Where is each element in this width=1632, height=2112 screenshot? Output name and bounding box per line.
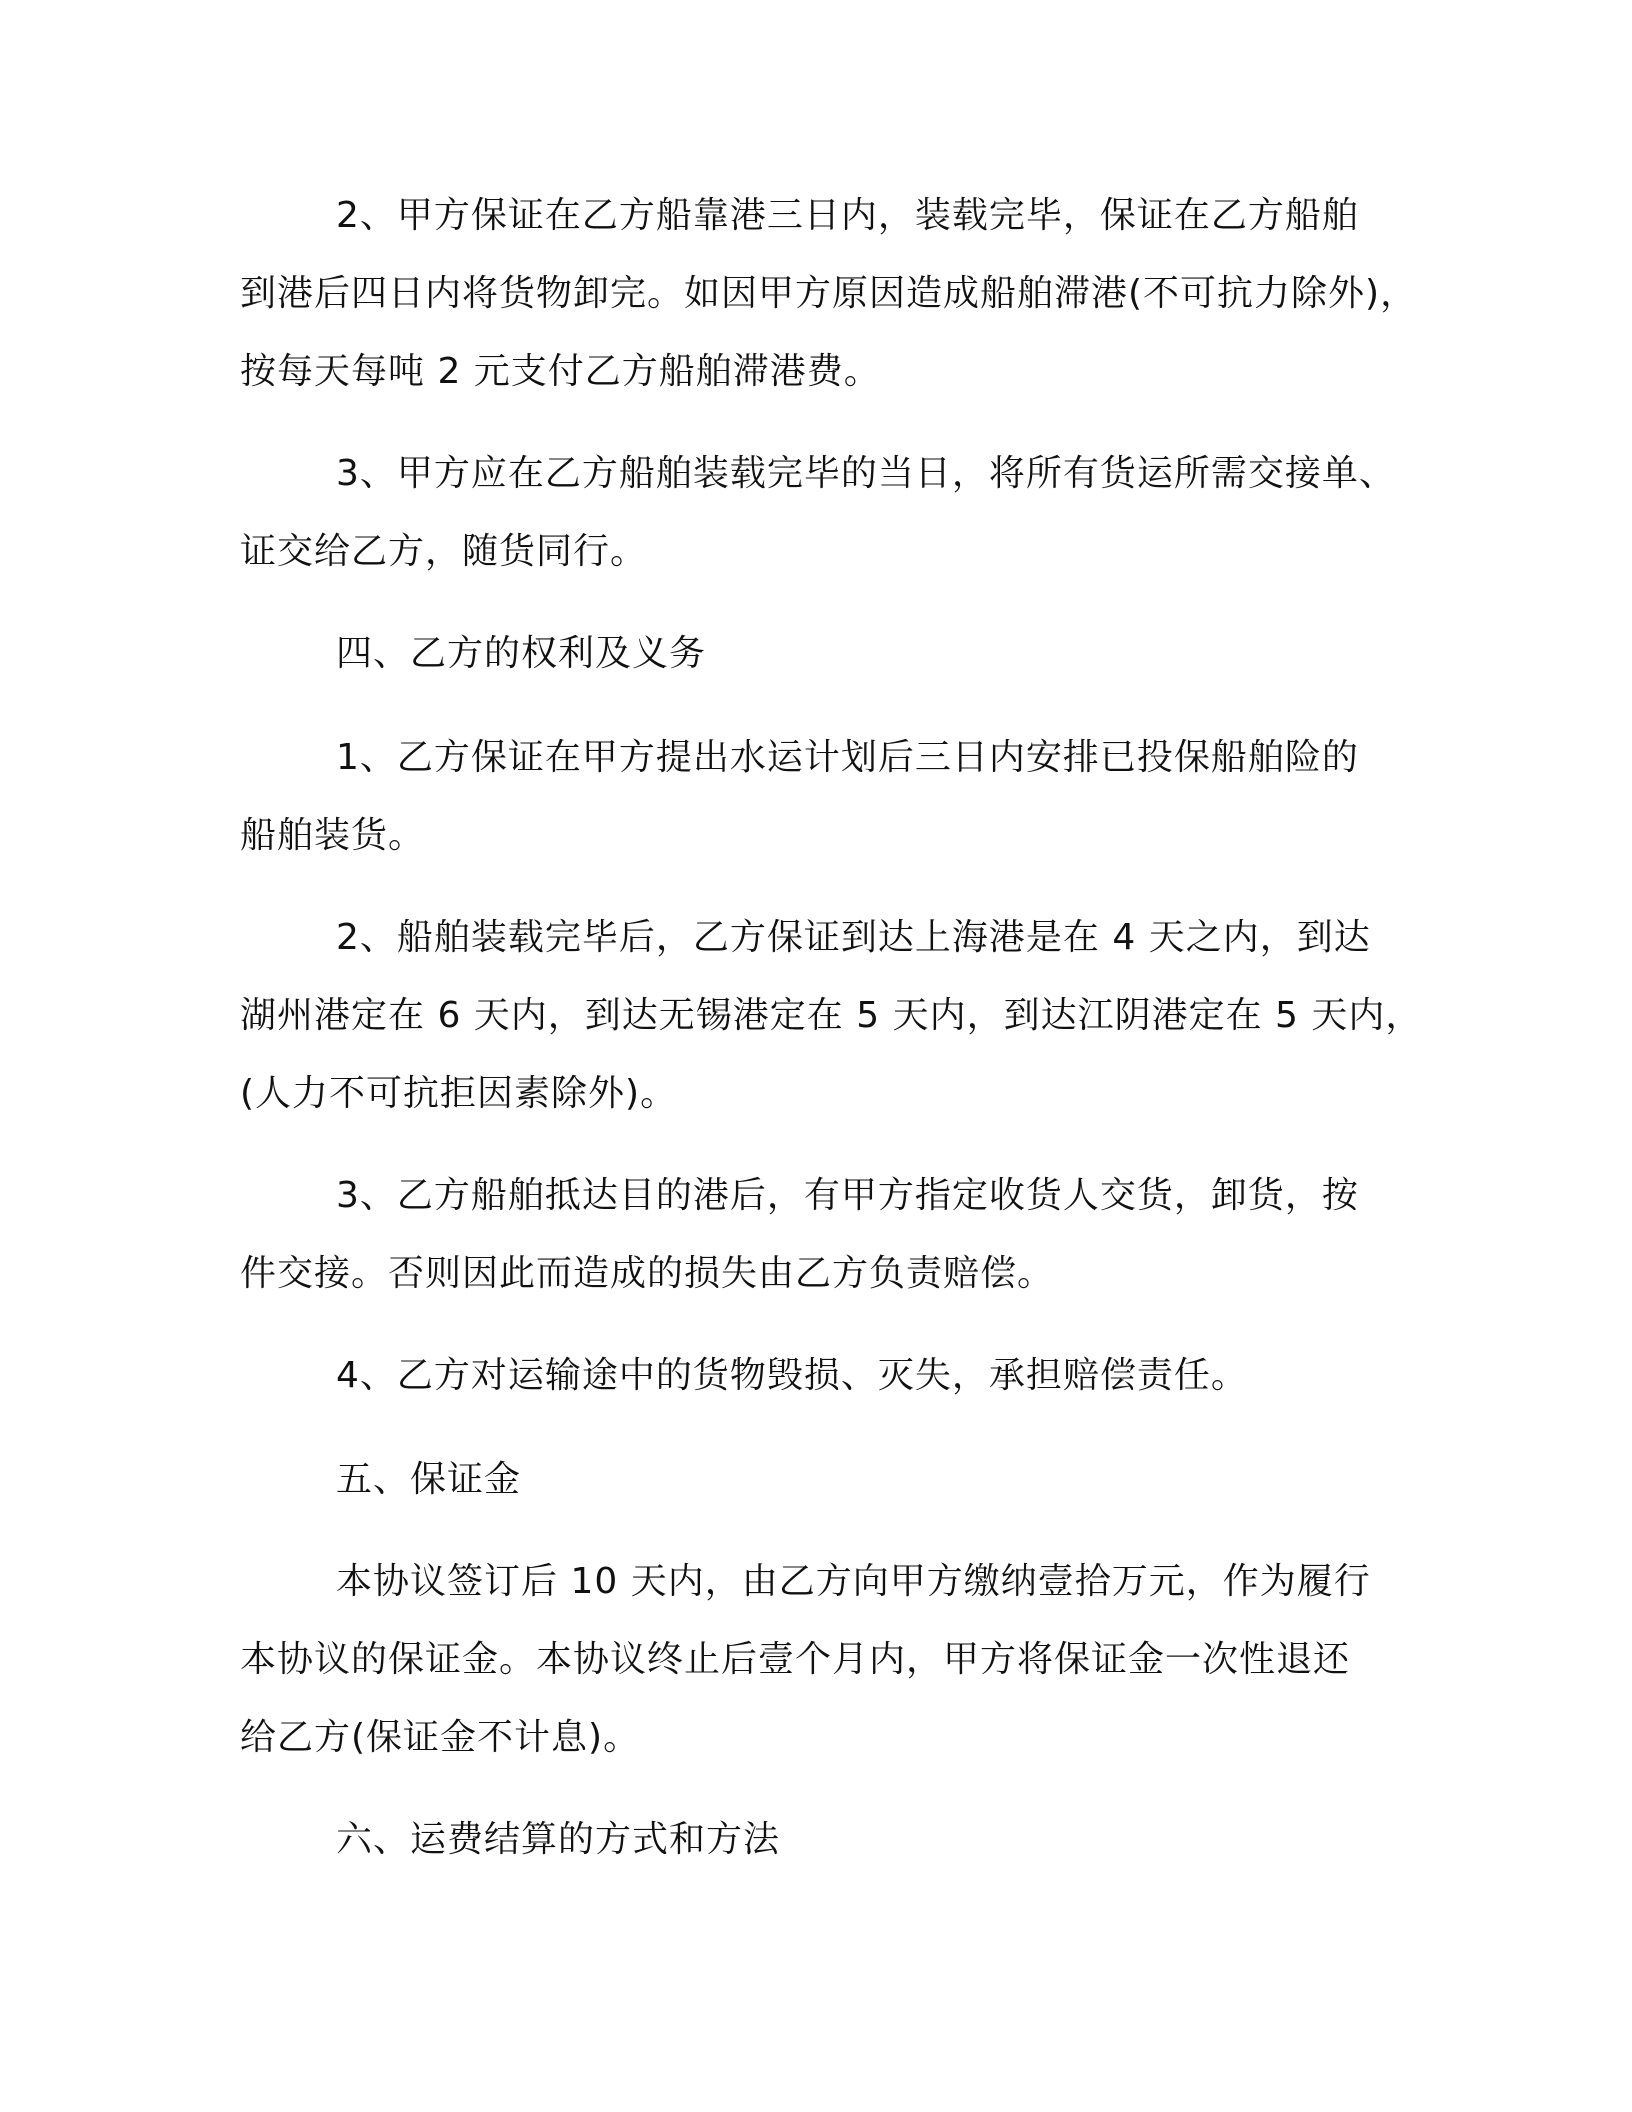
paragraph-line: 3、乙方船舶抵达目的港后，有甲方指定收货人交货，卸货，按 [336,1175,1359,1216]
paragraph-line: 船舶装货。 [240,815,426,856]
section-heading: 六、运费结算的方式和方法 [336,1819,781,1860]
paragraph-line: 4、乙方对运输途中的货物毁损、灭失，承担赔偿责任。 [336,1355,1248,1396]
paragraph-line: 证交给乙方，随货同行。 [240,531,648,572]
paragraph-line: 给乙方(保证金不计息)。 [240,1717,641,1758]
paragraph-line: (人力不可抗拒因素除外)。 [240,1073,678,1114]
paragraph-line: 按每天每吨 2 元支付乙方船舶滞港费。 [240,351,881,392]
section-heading: 五、保证金 [336,1459,522,1500]
paragraph-line: 本协议签订后 10 天内，由乙方向甲方缴纳壹拾万元，作为履行 [336,1561,1371,1602]
paragraph-line: 到港后四日内将货物卸完。如因甲方原因造成船舶滞港(不可抗力除外)， [240,273,1418,314]
paragraph-line: 3、甲方应在乙方船舶装载完毕的当日，将所有货运所需交接单、 [336,453,1396,494]
paragraph-line: 件交接。否则因此而造成的损失由乙方负责赔偿。 [240,1253,1055,1294]
paragraph-line: 2、甲方保证在乙方船靠港三日内，装载完毕，保证在乙方船舶 [336,195,1359,236]
paragraph-line: 湖州港定在 6 天内，到达无锡港定在 5 天内，到达江阴港定在 5 天内， [240,995,1423,1036]
section-heading: 四、乙方的权利及义务 [336,633,707,674]
paragraph-line: 1、乙方保证在甲方提出水运计划后三日内安排已投保船舶险的 [336,737,1359,778]
paragraph-line: 本协议的保证金。本协议终止后壹个月内，甲方将保证金一次性退还 [240,1639,1351,1680]
paragraph-line: 2、船舶装载完毕后，乙方保证到达上海港是在 4 天之内，到达 [336,917,1371,958]
